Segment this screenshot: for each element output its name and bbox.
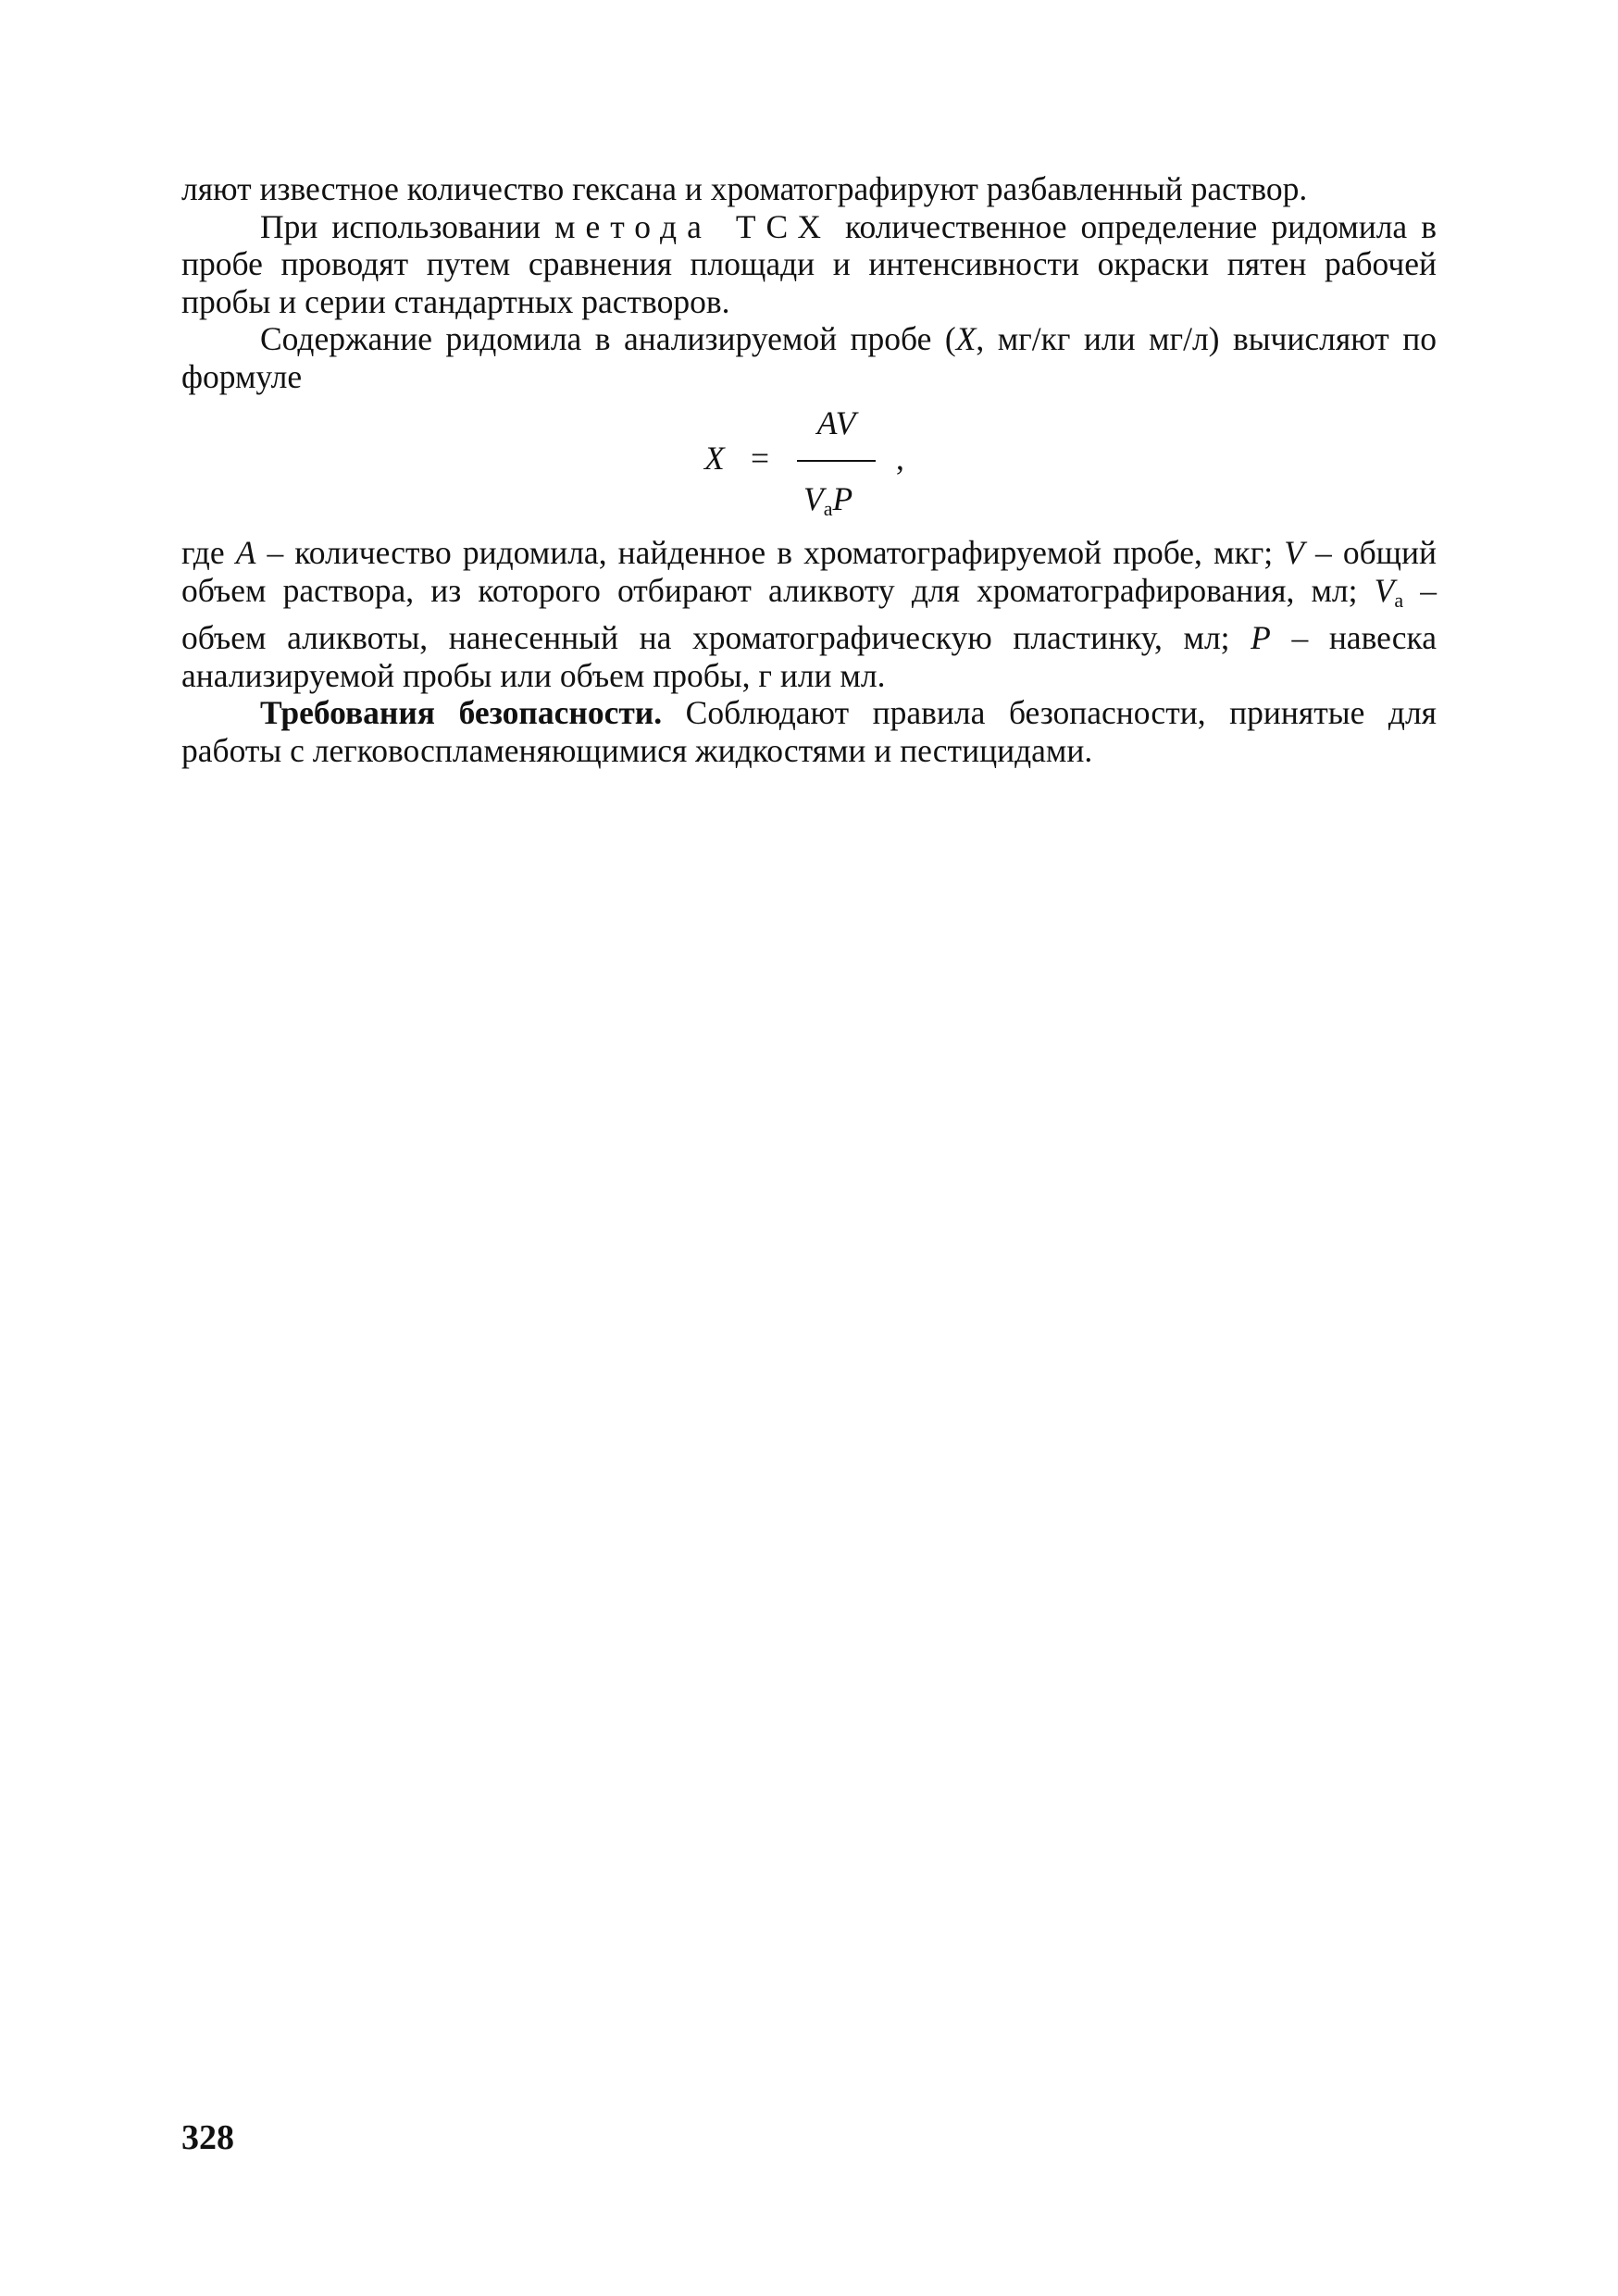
fraction-bar bbox=[797, 460, 876, 462]
paragraph-tlc-method bbox=[181, 208, 1437, 321]
formula-equals: = bbox=[751, 440, 770, 477]
safety-heading: Требования безопасности. bbox=[260, 694, 663, 731]
paragraph-safety bbox=[181, 694, 1437, 769]
page-body bbox=[181, 170, 1437, 769]
paragraph-definitions bbox=[181, 534, 1437, 694]
text-fragment: При использовании bbox=[260, 207, 555, 245]
text-fragment: , мг/кг или мг/л) вычисляют по формуле bbox=[181, 320, 1437, 395]
spaced-emphasis: метода ТСХ bbox=[554, 207, 831, 245]
denominator-v: V bbox=[803, 480, 824, 517]
text-fragment: – объем аликвоты, нанесенный на хроматографическую пластинку, мл; bbox=[181, 571, 1438, 656]
paragraph-content-formula-intro bbox=[181, 320, 1437, 395]
paragraph-continuation: ляют известное количество гексана и хроматографируют разбавленный раствор. bbox=[181, 170, 1308, 207]
text-fragment: – количество ридомила, найденное в хроматографируемой пробе, мкг; bbox=[255, 534, 1285, 571]
formula bbox=[181, 403, 1437, 525]
symbol-p: P bbox=[1251, 619, 1271, 656]
text-fragment: количественное определение ридомила в пробе проводят путем сравнения площади и интенсивности окраски пятен рабочей пробы и серии стандартных растворов. bbox=[181, 207, 1437, 320]
page-number: 328 bbox=[181, 2118, 234, 2157]
symbol-a: A bbox=[235, 534, 256, 571]
variable-x: X bbox=[955, 320, 977, 357]
formula-denominator bbox=[803, 480, 853, 528]
formula-lhs: X bbox=[704, 440, 725, 477]
symbol-va: V bbox=[1374, 571, 1395, 609]
symbol-va-subscript: a bbox=[1394, 588, 1404, 612]
formula-comma: , bbox=[896, 440, 904, 477]
symbol-v: V bbox=[1284, 534, 1304, 571]
text-fragment: где bbox=[181, 534, 236, 571]
denominator-subscript: a bbox=[823, 497, 833, 520]
text-fragment: – общий объем раствора, из которого отбирают аликвоту для хроматографирования, мл; bbox=[181, 534, 1437, 609]
text-fragment: Содержание ридомила в анализируемой пробе ( bbox=[260, 320, 956, 357]
formula-numerator: AV bbox=[816, 404, 856, 441]
denominator-p: P bbox=[832, 480, 853, 517]
text-fragment: Соблюдают правила безопасности, принятые для работы с легковоспламеняющимися жидкостями и пестицидами. bbox=[181, 694, 1437, 769]
text-fragment: – навеска анализируемой пробы или объем пробы, г или мл. bbox=[181, 619, 1437, 694]
